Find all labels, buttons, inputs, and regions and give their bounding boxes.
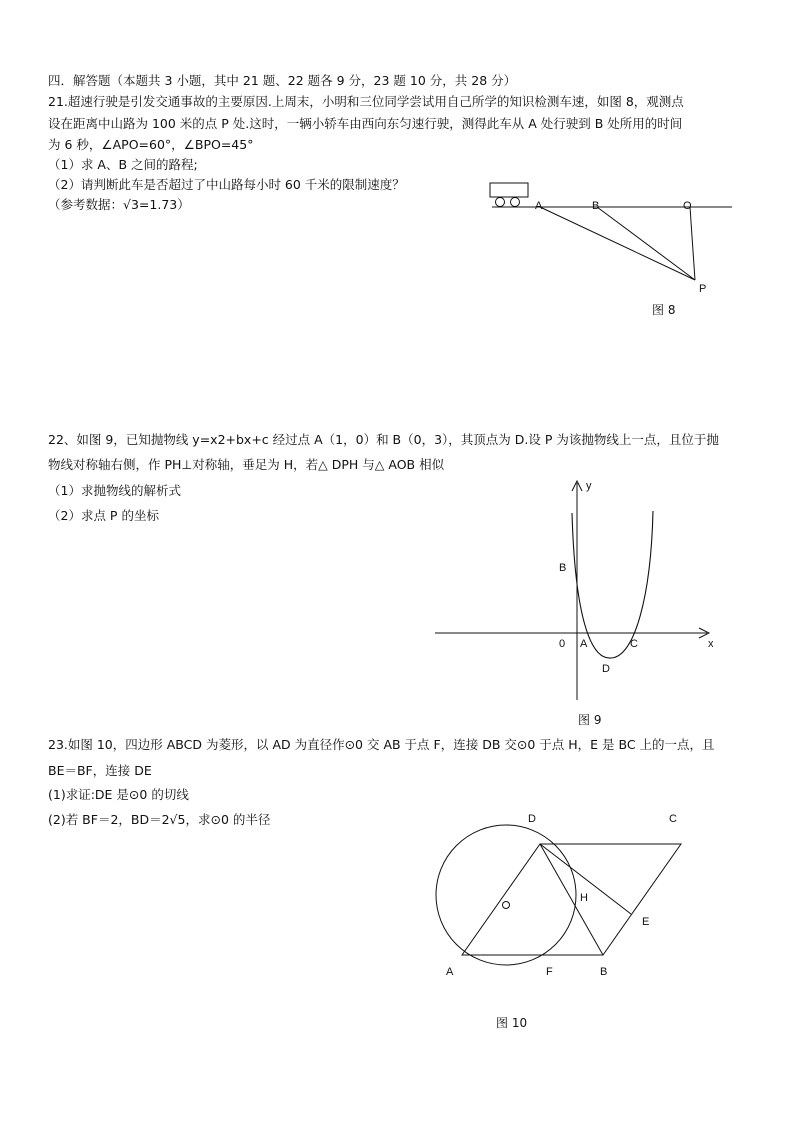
point-d-label: D — [602, 663, 610, 675]
q22-line2: 物线对称轴右侧，作 PH⊥对称轴，垂足为 H，若△ DPH 与△ AOB 相似 — [48, 457, 445, 472]
q21-line1: 21.超速行驶是引发交通事故的主要原因.上周末，小明和三位同学尝试用自己所学的知识检测车速，如图 8，观测点 — [48, 94, 684, 109]
y-axis-label: y — [586, 480, 592, 492]
circle-o — [436, 825, 576, 965]
q22-line1: 22、如图 9，已知抛物线 y=x2+bx+c 经过点 A（1，0）和 B（0，3），其顶点为 D.设 P 为该抛物线上一点，且位于抛 — [48, 432, 719, 447]
q21-part2: （2）请判断此车是否超过了中山路每小时 60 千米的限制速度？ — [48, 177, 405, 192]
origin-label: 0 — [559, 638, 566, 650]
section-title: 四．解答题（本题共 3 小题，其中 21 题、22 题各 9 分，23 题 10 分，共 28 分） — [48, 73, 517, 88]
q23-line2: BE＝BF，连接 DE — [48, 763, 152, 778]
segment-ap — [540, 207, 695, 280]
car-icon — [490, 183, 528, 207]
center-o-icon — [503, 902, 510, 909]
parabola-curve — [572, 511, 653, 658]
x-axis-label: x — [708, 638, 714, 650]
q23-part1: (1)求证:DE 是⊙0 的切线 — [48, 787, 189, 802]
q21-line2: 设在距离中山路为 100 米的点 P 处.这时，一辆小轿车由西向东匀速行驶，测得此车从 A 处行驶到 B 处所用的时间 — [48, 116, 683, 131]
point-h-label: H — [580, 892, 588, 904]
point-e-label: E — [642, 916, 650, 928]
q22-part2: （2）求点 P 的坐标 — [48, 508, 159, 523]
figure-10 — [425, 805, 705, 990]
point-o-label: O — [683, 200, 692, 212]
point-p-label: P — [699, 283, 707, 295]
point-d-label: D — [528, 813, 536, 825]
q23-line1: 23.如图 10，四边形 ABCD 为菱形，以 AD 为直径作⊙0 交 AB 于点 F，连接 DB 交⊙0 于点 H，E 是 BC 上的一点，且 — [48, 737, 715, 752]
q22-part1: （1）求抛物线的解析式 — [48, 483, 181, 498]
point-c-label: C — [630, 638, 638, 650]
figure-10-caption: 图 10 — [496, 1016, 528, 1030]
segment-bp — [597, 207, 695, 280]
q21-part1: （1）求 A、B 之间的路程; — [48, 157, 198, 172]
point-a-label: A — [580, 638, 588, 650]
figure-9-caption: 图 9 — [578, 713, 602, 727]
point-b-label: B — [592, 200, 600, 212]
figure-9 — [425, 475, 725, 710]
figure-8-caption: 图 8 — [652, 303, 676, 317]
point-a-label: A — [535, 200, 543, 212]
point-a-label: A — [446, 966, 454, 978]
point-b-label: B — [600, 966, 608, 978]
point-b-label: B — [559, 562, 567, 574]
segment-db — [540, 844, 603, 955]
segment-op — [690, 207, 695, 280]
point-f-label: F — [546, 966, 553, 978]
point-c-label: C — [669, 813, 677, 825]
q23-part2: (2)若 BF＝2，BD＝2√5，求⊙0 的半径 — [48, 812, 271, 827]
figure-8 — [480, 175, 750, 300]
q21-line3: 为 6 秒，∠APO=60°，∠BPO=45° — [48, 137, 254, 152]
q21-reference: （参考数据：√3=1.73） — [48, 197, 190, 212]
